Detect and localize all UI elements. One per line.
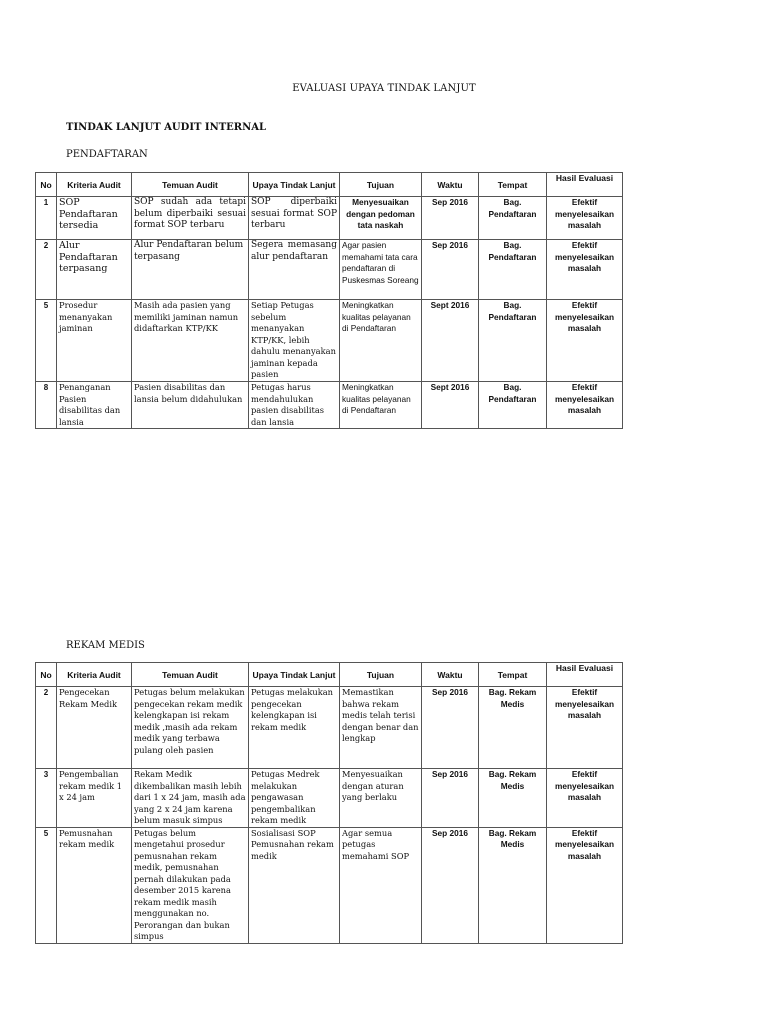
table-row — [36, 300, 623, 382]
header-no: No — [36, 663, 57, 687]
cell-kriteria: Pemusnahan rekam medik — [57, 827, 132, 943]
header-kriteria: Kriteria Audit — [57, 173, 132, 197]
cell-kriteria: Pengecekan Rekam Medik — [57, 687, 132, 769]
header-hasil: Hasil Evaluasi — [547, 173, 623, 197]
cell-tujuan: Menyesuaikan dengan aturan yang berlaku — [340, 769, 422, 828]
table-row — [36, 769, 623, 828]
cell-hasil: Efektif menyelesaikan masalah — [547, 300, 623, 382]
header-tempat: Tempat — [479, 663, 547, 687]
cell-hasil: Efektif menyelesaikan masalah — [547, 769, 623, 828]
table-header-row — [36, 663, 623, 687]
header-tujuan: Tujuan — [340, 173, 422, 197]
header-no: No — [36, 173, 57, 197]
header-upaya: Upaya Tindak Lanjut — [249, 173, 340, 197]
cell-no: 8 — [36, 382, 57, 429]
cell-upaya: Petugas melakukan pengecekan kelengkapan isi rekam medik — [249, 687, 340, 769]
cell-temuan: Petugas belum melakukan pengecekan rekam medik kelengkapan isi rekam medik ,masih ada rekam medik yang terbawa pulang oleh pasien — [132, 687, 249, 769]
table-row — [36, 687, 623, 769]
cell-no: 5 — [36, 827, 57, 943]
cell-upaya: SOP diperbaiki sesuai format SOP terbaru — [249, 197, 340, 240]
cell-kriteria: SOP Pendaftaran tersedia — [57, 197, 132, 240]
header-temuan: Temuan Audit — [132, 663, 249, 687]
table-header-row — [36, 173, 623, 197]
header-waktu: Waktu — [422, 173, 479, 197]
section-heading: TINDAK LANJUT AUDIT INTERNAL — [66, 122, 267, 133]
cell-upaya: Sosialisasi SOP Pemusnahan rekam medik — [249, 827, 340, 943]
header-waktu: Waktu — [422, 663, 479, 687]
pendaftaran-table — [35, 172, 623, 429]
cell-temuan: Pasien disabilitas dan lansia belum didahulukan — [132, 382, 249, 429]
cell-hasil: Efektif menyelesaikan masalah — [547, 687, 623, 769]
cell-waktu: Sep 2016 — [422, 769, 479, 828]
cell-upaya: Petugas harus mendahulukan pasien disabilitas dan lansia — [249, 382, 340, 429]
subsection-pendaftaran: PENDAFTARAN — [66, 149, 148, 160]
cell-temuan: SOP sudah ada tetapi belum diperbaiki sesuai format SOP terbaru — [132, 197, 249, 240]
cell-no: 5 — [36, 300, 57, 382]
cell-tempat: Bag. Rekam Medis — [479, 827, 547, 943]
cell-no: 2 — [36, 240, 57, 300]
cell-tempat: Bag. Rekam Medis — [479, 769, 547, 828]
cell-tujuan: Menyesuaikan dengan pedoman tata naskah — [340, 197, 422, 240]
cell-hasil: Efektif menyelesaikan masalah — [547, 382, 623, 429]
cell-kriteria: Pengembalian rekam medik 1 x 24 jam — [57, 769, 132, 828]
cell-temuan: Masih ada pasien yang memiliki jaminan namun didaftarkan KTP/KK — [132, 300, 249, 382]
cell-upaya: Setiap Petugas sebelum menanyakan KTP/KK, lebih dahulu menanyakan jaminan kepada pasien — [249, 300, 340, 382]
cell-tujuan: Memastikan bahwa rekam medis telah terisi dengan benar dan lengkap — [340, 687, 422, 769]
cell-hasil: Efektif menyelesaikan masalah — [547, 827, 623, 943]
cell-temuan: Rekam Medik dikembalikan masih lebih dari 1 x 24 jam, masih ada yang 2 x 24 jam karena belum masuk simpus — [132, 769, 249, 828]
header-tempat: Tempat — [479, 173, 547, 197]
cell-kriteria: Alur Pendaftaran terpasang — [57, 240, 132, 300]
header-kriteria: Kriteria Audit — [57, 663, 132, 687]
cell-no: 2 — [36, 687, 57, 769]
cell-tempat: Bag. Pendaftaran — [479, 300, 547, 382]
cell-waktu: Sept 2016 — [422, 300, 479, 382]
cell-waktu: Sep 2016 — [422, 240, 479, 300]
cell-tujuan: Meningkatkan kualitas pelayanan di Pendaftaran — [340, 382, 422, 429]
rekam-medis-table — [35, 662, 623, 944]
cell-kriteria: Penanganan Pasien disabilitas dan lansia — [57, 382, 132, 429]
cell-waktu: Sep 2016 — [422, 827, 479, 943]
cell-tempat: Bag. Rekam Medis — [479, 687, 547, 769]
header-hasil: Hasil Evaluasi — [547, 663, 623, 687]
header-upaya: Upaya Tindak Lanjut — [249, 663, 340, 687]
cell-hasil: Efektif menyelesaikan masalah — [547, 197, 623, 240]
cell-kriteria: Prosedur menanyakan jaminan — [57, 300, 132, 382]
cell-tempat: Bag. Pendaftaran — [479, 382, 547, 429]
cell-upaya: Petugas Medrek melakukan pengawasan pengembalikan rekam medik — [249, 769, 340, 828]
table-row — [36, 197, 623, 240]
table-row — [36, 827, 623, 943]
cell-tujuan: Agar semua petugas memahami SOP — [340, 827, 422, 943]
cell-tujuan: Meningkatkan kualitas pelayanan di Pendaftaran — [340, 300, 422, 382]
subsection-rekam-medis: REKAM MEDIS — [66, 640, 145, 651]
header-tujuan: Tujuan — [340, 663, 422, 687]
cell-no: 1 — [36, 197, 57, 240]
cell-temuan: Petugas belum mengetahui prosedur pemusnahan rekam medik, pemusnahan pernah dilakukan pada desember 2015 karena rekam medik masih menggunakan no. Perorangan dan bukan simpus — [132, 827, 249, 943]
table-row — [36, 382, 623, 429]
cell-tempat: Bag. Pendaftaran — [479, 240, 547, 300]
cell-upaya: Segera memasang alur pendaftaran — [249, 240, 340, 300]
cell-hasil: Efektif menyelesaikan masalah — [547, 240, 623, 300]
header-temuan: Temuan Audit — [132, 173, 249, 197]
cell-no: 3 — [36, 769, 57, 828]
cell-waktu: Sep 2016 — [422, 197, 479, 240]
cell-waktu: Sep 2016 — [422, 687, 479, 769]
table-row — [36, 240, 623, 300]
document-title: EVALUASI UPAYA TINDAK LANJUT — [292, 83, 476, 94]
cell-tempat: Bag. Pendaftaran — [479, 197, 547, 240]
cell-temuan: Alur Pendaftaran belum terpasang — [132, 240, 249, 300]
cell-tujuan: Agar pasien memahami tata cara pendaftaran di Puskesmas Soreang — [340, 240, 422, 300]
cell-waktu: Sept 2016 — [422, 382, 479, 429]
